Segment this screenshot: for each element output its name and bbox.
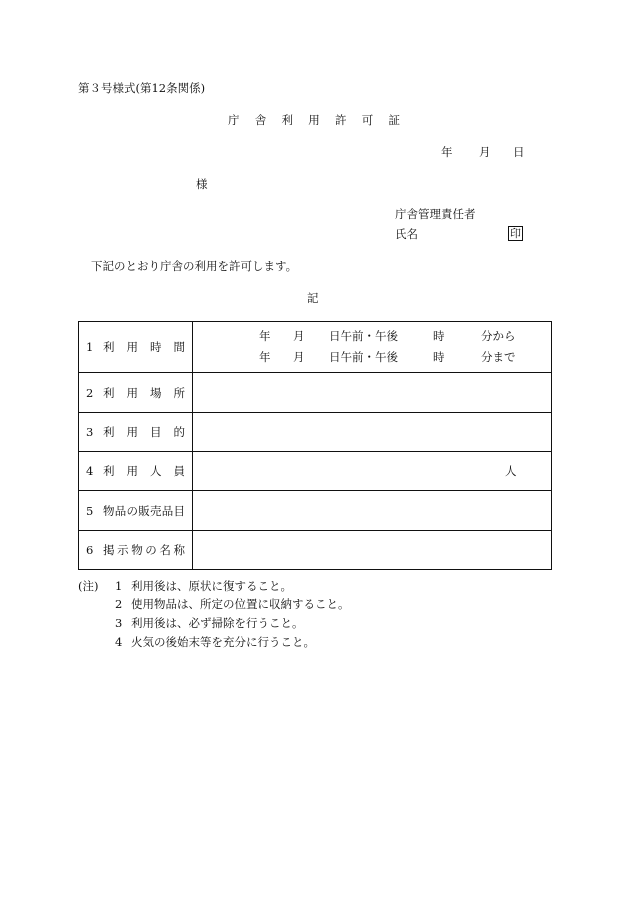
issuer-name-label: 氏名 bbox=[395, 227, 418, 241]
time-hour: 時 bbox=[433, 329, 445, 343]
time-hour: 時 bbox=[433, 350, 445, 364]
time-start-suffix: 分から bbox=[481, 329, 516, 343]
row-number: 3 bbox=[86, 425, 94, 439]
row-number: 2 bbox=[86, 385, 94, 400]
table-row bbox=[79, 412, 551, 451]
time-month: 月 bbox=[293, 350, 305, 364]
row-number: 4 bbox=[86, 464, 94, 478]
date-month-label: 月 bbox=[479, 145, 491, 159]
time-year: 年 bbox=[259, 350, 271, 364]
note-text: 利用後は、原状に復すること。 bbox=[131, 579, 292, 593]
note-number: 4 bbox=[115, 635, 123, 649]
row-number: 1 bbox=[86, 340, 94, 354]
row-label-cell bbox=[79, 373, 193, 412]
row-label: 物 品 の 販 売 品 目 bbox=[103, 503, 185, 518]
form-number: 第３号様式(第12条関係) bbox=[78, 81, 206, 95]
row-label-cell bbox=[79, 491, 193, 530]
issuer-title: 庁舎管理責任者 bbox=[395, 207, 476, 221]
row-label: 利 用 時 間 bbox=[103, 340, 185, 354]
headcount-unit: 人 bbox=[505, 464, 517, 478]
note-number: 2 bbox=[115, 597, 123, 611]
row-label-cell bbox=[79, 531, 193, 569]
usage-headcount-cell bbox=[193, 452, 551, 490]
sales-items-cell bbox=[193, 491, 551, 530]
time-year: 年 bbox=[259, 329, 271, 343]
time-day-period: 日午前・午後 bbox=[329, 350, 398, 364]
row-label-cell bbox=[79, 452, 193, 490]
usage-time-cell bbox=[193, 322, 551, 372]
document-title: 庁 舎 利 用 許 可 証 bbox=[228, 113, 400, 127]
row-number: 6 bbox=[86, 543, 94, 557]
row-label: 利 用 目 的 bbox=[103, 425, 185, 439]
permission-statement: 下記のとおり庁舎の利用を許可します。 bbox=[91, 259, 298, 273]
date-day-label: 日 bbox=[513, 145, 525, 159]
notes-label: (注) bbox=[78, 579, 99, 593]
time-month: 月 bbox=[293, 329, 305, 343]
permit-details-table bbox=[78, 321, 552, 570]
ki-heading: 記 bbox=[307, 291, 319, 305]
note-text: 火気の後始末等を充分に行うこと。 bbox=[131, 635, 315, 649]
time-end-suffix: 分まで bbox=[481, 350, 516, 364]
row-label: 利 用 人 員 bbox=[103, 464, 185, 478]
table-row bbox=[79, 490, 551, 530]
table-row bbox=[79, 451, 551, 490]
row-label-cell bbox=[79, 413, 193, 451]
row-number: 5 bbox=[86, 503, 94, 518]
posted-items-cell bbox=[193, 531, 551, 569]
row-label: 利 用 場 所 bbox=[103, 385, 185, 400]
row-label-cell bbox=[79, 322, 193, 372]
note-text: 使用物品は、所定の位置に収納すること。 bbox=[131, 597, 350, 611]
table-row bbox=[79, 530, 551, 569]
row-label: 掲 示 物 の 名 称 bbox=[103, 543, 185, 557]
note-text: 利用後は、必ず掃除を行うこと。 bbox=[131, 616, 304, 630]
usage-place-cell bbox=[193, 373, 551, 412]
table-row bbox=[79, 322, 551, 372]
table-row bbox=[79, 372, 551, 412]
note-number: 3 bbox=[115, 616, 123, 630]
usage-purpose-cell bbox=[193, 413, 551, 451]
date-year-label: 年 bbox=[441, 145, 453, 159]
note-number: 1 bbox=[115, 579, 123, 593]
addressee-suffix: 様 bbox=[196, 177, 208, 191]
time-day-period: 日午前・午後 bbox=[329, 329, 398, 343]
seal-mark: 印 bbox=[510, 227, 521, 240]
